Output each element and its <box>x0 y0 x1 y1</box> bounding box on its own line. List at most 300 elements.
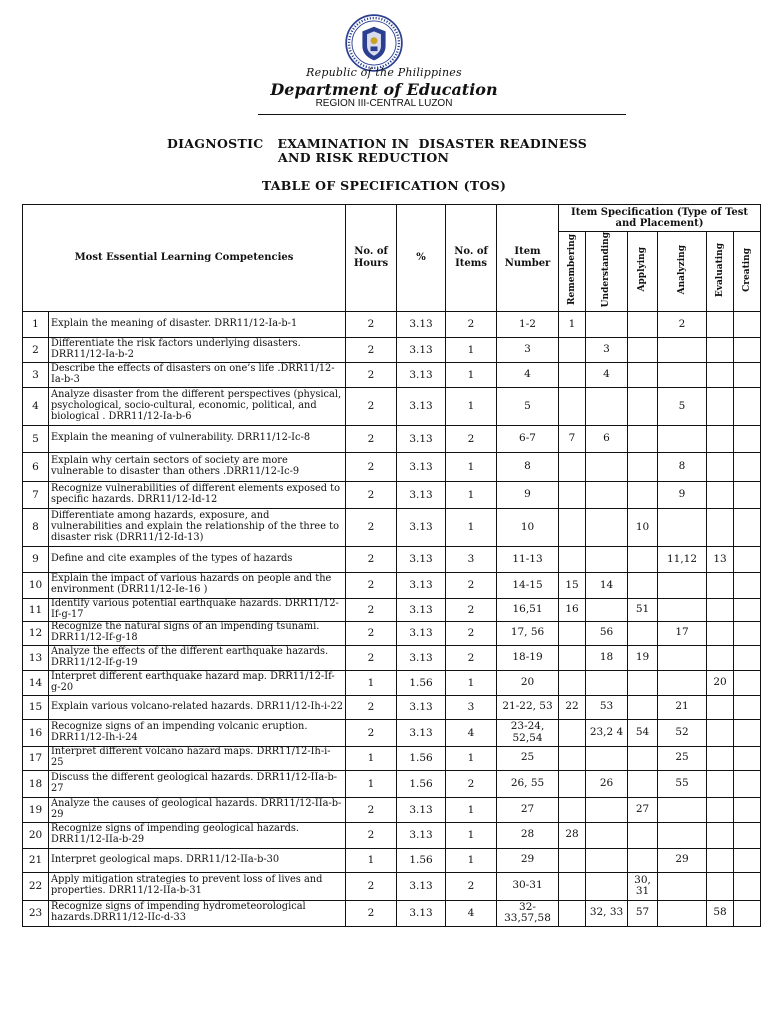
items-cell: 4 <box>446 900 497 926</box>
row-number: 4 <box>23 387 49 425</box>
understanding-cell <box>586 797 628 822</box>
applying-cell: 27 <box>628 797 658 822</box>
table-row <box>23 797 761 822</box>
applying-cell <box>628 425 658 452</box>
applying-cell <box>628 481 658 508</box>
percent-cell: 3.13 <box>397 452 446 481</box>
hours-cell: 2 <box>346 645 397 670</box>
understanding-cell <box>586 481 628 508</box>
tos-table-body <box>23 311 761 926</box>
creating-cell <box>734 362 761 387</box>
creating-cell <box>734 387 761 425</box>
row-number: 6 <box>23 452 49 481</box>
table-row <box>23 719 761 746</box>
row-number: 2 <box>23 337 49 362</box>
republic-label: Republic of the Philippines <box>306 66 462 79</box>
analyzing-cell: 9 <box>658 481 707 508</box>
item-number-cell: 26, 55 <box>497 770 559 797</box>
row-number: 18 <box>23 770 49 797</box>
creating-cell <box>734 311 761 337</box>
table-row <box>23 425 761 452</box>
percent-cell: 3.13 <box>397 311 446 337</box>
item-number-cell: 20 <box>497 670 559 695</box>
competency-text: Analyze the causes of geological hazards. DRR11/12-IIa-b-29 <box>49 797 346 822</box>
percent-cell: 3.13 <box>397 719 446 746</box>
evaluating-cell <box>707 770 734 797</box>
applying-cell: 54 <box>628 719 658 746</box>
analyzing-cell: 8 <box>658 452 707 481</box>
applying-cell: 19 <box>628 645 658 670</box>
hours-cell: 2 <box>346 546 397 572</box>
items-cell: 1 <box>446 508 497 546</box>
evaluating-cell <box>707 645 734 670</box>
remembering-cell: 1 <box>559 311 586 337</box>
analyzing-cell <box>658 362 707 387</box>
creating-cell <box>734 900 761 926</box>
hours-cell: 2 <box>346 311 397 337</box>
remembering-cell <box>559 508 586 546</box>
competency-text: Recognize the natural signs of an impending tsunami. DRR11/12-If-g-18 <box>49 621 346 645</box>
header-creating: Creating <box>734 232 761 312</box>
applying-cell <box>628 546 658 572</box>
competency-text: Differentiate the risk factors underlying disasters. DRR11/12-Ia-b-2 <box>49 337 346 362</box>
understanding-cell: 14 <box>586 572 628 598</box>
evaluating-cell: 13 <box>707 546 734 572</box>
creating-cell <box>734 719 761 746</box>
header-item-number: Item Number <box>497 205 559 312</box>
items-cell: 1 <box>446 670 497 695</box>
competency-text: Apply mitigation strategies to prevent loss of lives and properties. DRR11/12-IIa-b-31 <box>49 872 346 900</box>
items-cell: 1 <box>446 452 497 481</box>
percent-cell: 3.13 <box>397 822 446 848</box>
creating-cell <box>734 572 761 598</box>
header-applying: Applying <box>628 232 658 312</box>
table-row <box>23 822 761 848</box>
items-cell: 1 <box>446 337 497 362</box>
understanding-cell: 53 <box>586 695 628 719</box>
header-percent: % <box>397 205 446 312</box>
applying-cell <box>628 311 658 337</box>
header-remembering: Remembering <box>559 232 586 312</box>
evaluating-cell <box>707 621 734 645</box>
evaluating-cell <box>707 598 734 621</box>
applying-cell <box>628 770 658 797</box>
creating-cell <box>734 797 761 822</box>
department-title: Department of Education <box>270 80 498 99</box>
evaluating-cell <box>707 425 734 452</box>
remembering-cell: 16 <box>559 598 586 621</box>
items-cell: 2 <box>446 872 497 900</box>
analyzing-cell: 25 <box>658 746 707 770</box>
exam-title-line2: AND RISK REDUCTION <box>278 150 450 165</box>
row-number: 12 <box>23 621 49 645</box>
percent-cell: 1.56 <box>397 670 446 695</box>
item-number-cell: 11-13 <box>497 546 559 572</box>
analyzing-cell <box>658 508 707 546</box>
row-number: 14 <box>23 670 49 695</box>
applying-cell <box>628 337 658 362</box>
item-number-cell: 14-15 <box>497 572 559 598</box>
analyzing-cell <box>658 337 707 362</box>
header-understanding: Understanding <box>586 232 628 312</box>
item-number-cell: 1-2 <box>497 311 559 337</box>
percent-cell: 3.13 <box>397 337 446 362</box>
hours-cell: 2 <box>346 695 397 719</box>
deped-seal-logo <box>345 14 403 72</box>
items-cell: 2 <box>446 311 497 337</box>
competency-text: Interpret geological maps. DRR11/12-IIa-b-30 <box>49 848 346 872</box>
item-number-cell: 30-31 <box>497 872 559 900</box>
creating-cell <box>734 546 761 572</box>
applying-cell <box>628 387 658 425</box>
items-cell: 2 <box>446 598 497 621</box>
competency-text: Recognize signs of impending hydrometeorological hazards.DRR11/12-IIc-d-33 <box>49 900 346 926</box>
understanding-cell <box>586 508 628 546</box>
analyzing-cell: 5 <box>658 387 707 425</box>
understanding-cell <box>586 746 628 770</box>
evaluating-cell <box>707 572 734 598</box>
analyzing-cell: 11,12 <box>658 546 707 572</box>
table-row <box>23 621 761 645</box>
understanding-cell: 56 <box>586 621 628 645</box>
row-number: 7 <box>23 481 49 508</box>
row-number: 22 <box>23 872 49 900</box>
row-number: 16 <box>23 719 49 746</box>
table-row <box>23 848 761 872</box>
hours-cell: 1 <box>346 746 397 770</box>
analyzing-cell: 21 <box>658 695 707 719</box>
competency-text: Explain various volcano-related hazards. DRR11/12-Ih-i-22 <box>49 695 346 719</box>
table-row <box>23 872 761 900</box>
item-number-cell: 18-19 <box>497 645 559 670</box>
row-number: 20 <box>23 822 49 848</box>
items-cell: 3 <box>446 546 497 572</box>
remembering-cell <box>559 546 586 572</box>
items-cell: 1 <box>446 481 497 508</box>
hours-cell: 2 <box>346 598 397 621</box>
creating-cell <box>734 770 761 797</box>
percent-cell: 1.56 <box>397 746 446 770</box>
table-row <box>23 311 761 337</box>
items-cell: 1 <box>446 822 497 848</box>
creating-cell <box>734 481 761 508</box>
percent-cell: 3.13 <box>397 695 446 719</box>
items-cell: 1 <box>446 387 497 425</box>
analyzing-cell: 29 <box>658 848 707 872</box>
row-number: 17 <box>23 746 49 770</box>
table-row <box>23 645 761 670</box>
percent-cell: 1.56 <box>397 770 446 797</box>
hours-cell: 2 <box>346 337 397 362</box>
items-cell: 2 <box>446 770 497 797</box>
understanding-cell: 23,2 4 <box>586 719 628 746</box>
percent-cell: 3.13 <box>397 425 446 452</box>
competency-text: Describe the effects of disasters on one’s life .DRR11/12-Ia-b-3 <box>49 362 346 387</box>
understanding-cell: 32, 33 <box>586 900 628 926</box>
understanding-cell <box>586 598 628 621</box>
remembering-cell <box>559 387 586 425</box>
header-competencies: Most Essential Learning Competencies <box>23 205 346 312</box>
table-row <box>23 746 761 770</box>
creating-cell <box>734 425 761 452</box>
analyzing-cell <box>658 900 707 926</box>
item-number-cell: 9 <box>497 481 559 508</box>
applying-cell <box>628 695 658 719</box>
evaluating-cell <box>707 695 734 719</box>
creating-cell <box>734 746 761 770</box>
analyzing-cell <box>658 598 707 621</box>
header-hours: No. of Hours <box>346 205 397 312</box>
hours-cell: 2 <box>346 387 397 425</box>
hours-cell: 2 <box>346 621 397 645</box>
remembering-cell: 15 <box>559 572 586 598</box>
item-number-cell: 21-22, 53 <box>497 695 559 719</box>
percent-cell: 3.13 <box>397 900 446 926</box>
items-cell: 3 <box>446 695 497 719</box>
item-number-cell: 25 <box>497 746 559 770</box>
item-number-cell: 28 <box>497 822 559 848</box>
remembering-cell <box>559 770 586 797</box>
hours-cell: 1 <box>346 670 397 695</box>
creating-cell <box>734 598 761 621</box>
understanding-cell <box>586 546 628 572</box>
understanding-cell: 18 <box>586 645 628 670</box>
creating-cell <box>734 848 761 872</box>
row-number: 15 <box>23 695 49 719</box>
items-cell: 1 <box>446 746 497 770</box>
item-number-cell: 6-7 <box>497 425 559 452</box>
creating-cell <box>734 508 761 546</box>
evaluating-cell <box>707 872 734 900</box>
competency-text: Explain the meaning of disaster. DRR11/12-Ia-b-1 <box>49 311 346 337</box>
table-row <box>23 387 761 425</box>
analyzing-cell <box>658 872 707 900</box>
remembering-cell <box>559 452 586 481</box>
evaluating-cell <box>707 848 734 872</box>
remembering-cell <box>559 362 586 387</box>
items-cell: 1 <box>446 362 497 387</box>
percent-cell: 3.13 <box>397 598 446 621</box>
understanding-cell <box>586 822 628 848</box>
evaluating-cell <box>707 481 734 508</box>
competency-text: Define and cite examples of the types of hazards <box>49 546 346 572</box>
row-number: 13 <box>23 645 49 670</box>
row-number: 19 <box>23 797 49 822</box>
items-cell: 4 <box>446 719 497 746</box>
hours-cell: 2 <box>346 508 397 546</box>
remembering-cell <box>559 746 586 770</box>
percent-cell: 3.13 <box>397 546 446 572</box>
understanding-cell <box>586 848 628 872</box>
applying-cell <box>628 746 658 770</box>
evaluating-cell <box>707 797 734 822</box>
hours-cell: 2 <box>346 425 397 452</box>
competency-text: Explain the impact of various hazards on people and the environment (DRR11/12-Ie-16 ) <box>49 572 346 598</box>
evaluating-cell <box>707 362 734 387</box>
applying-cell: 57 <box>628 900 658 926</box>
understanding-cell <box>586 670 628 695</box>
remembering-cell <box>559 848 586 872</box>
analyzing-cell: 2 <box>658 311 707 337</box>
remembering-cell <box>559 337 586 362</box>
understanding-cell <box>586 872 628 900</box>
header-evaluating: Evaluating <box>707 232 734 312</box>
analyzing-cell <box>658 670 707 695</box>
competency-text: Recognize vulnerabilities of different elements exposed to specific hazards. DRR11/12-Id-12 <box>49 481 346 508</box>
row-number: 3 <box>23 362 49 387</box>
item-number-cell: 17, 56 <box>497 621 559 645</box>
creating-cell <box>734 822 761 848</box>
row-number: 8 <box>23 508 49 546</box>
remembering-cell <box>559 872 586 900</box>
remembering-cell <box>559 719 586 746</box>
items-cell: 2 <box>446 425 497 452</box>
analyzing-cell <box>658 425 707 452</box>
hours-cell: 1 <box>346 848 397 872</box>
hours-cell: 2 <box>346 900 397 926</box>
competency-text: Recognize signs of an impending volcanic eruption. DRR11/12-Ih-i-24 <box>49 719 346 746</box>
evaluating-cell <box>707 337 734 362</box>
table-row <box>23 572 761 598</box>
evaluating-cell <box>707 746 734 770</box>
applying-cell <box>628 822 658 848</box>
creating-cell <box>734 337 761 362</box>
applying-cell <box>628 848 658 872</box>
hours-cell: 2 <box>346 572 397 598</box>
remembering-cell <box>559 670 586 695</box>
percent-cell: 3.13 <box>397 645 446 670</box>
analyzing-cell <box>658 797 707 822</box>
hours-cell: 2 <box>346 872 397 900</box>
header-items: No. of Items <box>446 205 497 312</box>
items-cell: 2 <box>446 572 497 598</box>
understanding-cell: 26 <box>586 770 628 797</box>
item-number-cell: 8 <box>497 452 559 481</box>
applying-cell: 51 <box>628 598 658 621</box>
row-number: 5 <box>23 425 49 452</box>
row-number: 1 <box>23 311 49 337</box>
remembering-cell <box>559 621 586 645</box>
row-number: 23 <box>23 900 49 926</box>
items-cell: 2 <box>446 645 497 670</box>
competency-text: Analyze the effects of the different earthquake hazards. DRR11/12-If-g-19 <box>49 645 346 670</box>
creating-cell <box>734 872 761 900</box>
applying-cell <box>628 572 658 598</box>
applying-cell: 30, 31 <box>628 872 658 900</box>
percent-cell: 3.13 <box>397 572 446 598</box>
table-row <box>23 546 761 572</box>
row-number: 21 <box>23 848 49 872</box>
item-number-cell: 27 <box>497 797 559 822</box>
row-number: 9 <box>23 546 49 572</box>
percent-cell: 3.13 <box>397 362 446 387</box>
header-analyzing: Analyzing <box>658 232 707 312</box>
item-number-cell: 3 <box>497 337 559 362</box>
understanding-cell: 6 <box>586 425 628 452</box>
header-divider <box>258 114 626 115</box>
item-number-cell: 4 <box>497 362 559 387</box>
percent-cell: 3.13 <box>397 481 446 508</box>
evaluating-cell <box>707 822 734 848</box>
evaluating-cell: 58 <box>707 900 734 926</box>
creating-cell <box>734 670 761 695</box>
table-row <box>23 337 761 362</box>
items-cell: 1 <box>446 797 497 822</box>
items-cell: 1 <box>446 848 497 872</box>
understanding-cell <box>586 387 628 425</box>
remembering-cell <box>559 645 586 670</box>
evaluating-cell <box>707 387 734 425</box>
creating-cell <box>734 645 761 670</box>
percent-cell: 3.13 <box>397 797 446 822</box>
tos-subtitle: TABLE OF SPECIFICATION (TOS) <box>261 178 507 193</box>
evaluating-cell <box>707 508 734 546</box>
competency-text: Discuss the different geological hazards. DRR11/12-IIa-b-27 <box>49 770 346 797</box>
hours-cell: 2 <box>346 797 397 822</box>
analyzing-cell <box>658 645 707 670</box>
tos-table <box>22 204 761 927</box>
table-row <box>23 900 761 926</box>
table-row <box>23 452 761 481</box>
creating-cell <box>734 621 761 645</box>
hours-cell: 2 <box>346 719 397 746</box>
applying-cell <box>628 452 658 481</box>
applying-cell <box>628 670 658 695</box>
evaluating-cell: 20 <box>707 670 734 695</box>
items-cell: 2 <box>446 621 497 645</box>
competency-text: Differentiate among hazards, exposure, and vulnerabilities and explain the relationship of the three to disaster risk (DRR11/12-Id-13) <box>49 508 346 546</box>
item-number-cell: 29 <box>497 848 559 872</box>
competency-text: Interpret different earthquake hazard map. DRR11/12-If-g-20 <box>49 670 346 695</box>
item-number-cell: 16,51 <box>497 598 559 621</box>
remembering-cell <box>559 481 586 508</box>
analyzing-cell: 55 <box>658 770 707 797</box>
exam-title-line1: DIAGNOSTIC EXAMINATION IN DISASTER READINESS <box>167 136 588 151</box>
understanding-cell <box>586 452 628 481</box>
item-number-cell: 5 <box>497 387 559 425</box>
hours-cell: 2 <box>346 822 397 848</box>
remembering-cell <box>559 797 586 822</box>
item-number-cell: 10 <box>497 508 559 546</box>
row-number: 11 <box>23 598 49 621</box>
competency-text: Recognize signs of impending geological hazards. DRR11/12-IIa-b-29 <box>49 822 346 848</box>
evaluating-cell <box>707 311 734 337</box>
competency-text: Analyze disaster from the different perspectives (physical, psychological, socio-cultural, economic, political, and biological . DRR11/12-Ia-b-6 <box>49 387 346 425</box>
table-row <box>23 770 761 797</box>
table-row <box>23 598 761 621</box>
table-row <box>23 362 761 387</box>
hours-cell: 1 <box>346 770 397 797</box>
understanding-cell: 3 <box>586 337 628 362</box>
table-row <box>23 508 761 546</box>
percent-cell: 3.13 <box>397 387 446 425</box>
remembering-cell <box>559 900 586 926</box>
evaluating-cell <box>707 719 734 746</box>
understanding-cell: 4 <box>586 362 628 387</box>
creating-cell <box>734 452 761 481</box>
hours-cell: 2 <box>346 481 397 508</box>
remembering-cell: 22 <box>559 695 586 719</box>
competency-text: Explain the meaning of vulnerability. DRR11/12-Ic-8 <box>49 425 346 452</box>
header-item-specification: Item Specification (Type of Test and Placement) <box>559 205 761 232</box>
creating-cell <box>734 695 761 719</box>
applying-cell: 10 <box>628 508 658 546</box>
understanding-cell <box>586 311 628 337</box>
applying-cell <box>628 621 658 645</box>
hours-cell: 2 <box>346 362 397 387</box>
remembering-cell: 7 <box>559 425 586 452</box>
competency-text: Explain why certain sectors of society are more vulnerable to disaster than others .DRR11/12-Ic-9 <box>49 452 346 481</box>
